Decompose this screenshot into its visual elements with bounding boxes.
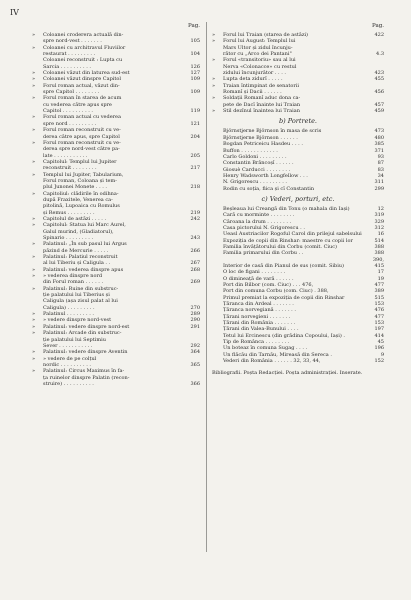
entry-page: 109 bbox=[190, 76, 200, 83]
entry-text: Țăranca norvegiană . . . . . . . bbox=[223, 307, 296, 314]
entry-text: Forul «transitoriu» sau al lui bbox=[223, 57, 296, 64]
entry-page: 217 bbox=[190, 165, 200, 172]
entry-bullet: » bbox=[32, 311, 36, 318]
entry-page: 414 bbox=[374, 332, 384, 339]
entry-text: ța ruinelor dinspre Palatin (recon- bbox=[43, 374, 130, 381]
entry-text: Forul lui August: Templul lui bbox=[223, 38, 296, 45]
entry-text: Palatinul: vederea dinspre apus bbox=[43, 266, 124, 273]
entry-bullet: » bbox=[32, 44, 36, 51]
entry-text: Un boteaz în comuna Sugag . . . . bbox=[223, 345, 308, 352]
entry-text: Vederi din România . . . . . . 32, 33, 44, bbox=[223, 358, 321, 365]
entry-page: 457 bbox=[374, 101, 384, 108]
entry-page: 455 bbox=[374, 76, 384, 83]
entry-page: 152 bbox=[374, 358, 384, 365]
entry-text: plul Junonei Monete . . . . bbox=[43, 184, 108, 191]
entry-page: 104 bbox=[190, 51, 200, 58]
column-divider bbox=[206, 22, 207, 552]
entry-bullet: » bbox=[32, 158, 36, 165]
entry-page: 204 bbox=[190, 133, 200, 140]
entry-text: derea către apus, spre Capitol bbox=[43, 133, 120, 140]
entry-page: 9 bbox=[380, 351, 384, 358]
entry-page: 34 bbox=[377, 172, 384, 179]
entry-page: 371 bbox=[374, 147, 384, 154]
entry-page: 388 bbox=[374, 243, 384, 250]
entry-text: Palatinul . . . . . . . . . bbox=[43, 311, 94, 318]
entry-text: Rodin cu soția, fiica și cî Constantin bbox=[223, 185, 315, 192]
entry-page: 19 bbox=[377, 275, 384, 282]
entry-page: 289 bbox=[190, 311, 200, 318]
entry-bullet: » bbox=[212, 32, 216, 38]
entry-page: 459 bbox=[374, 108, 384, 115]
entry-text: Țăranca din Ardeal . . . . . . . bbox=[223, 301, 294, 308]
entry-bullet: » bbox=[32, 273, 36, 280]
entry-page: 45 bbox=[377, 339, 384, 346]
entry-text: după Fraxitele, Venerea ca- bbox=[43, 196, 113, 203]
entry-page: 127 bbox=[190, 70, 200, 77]
entry-text: Traian întimpinat de senatorii bbox=[223, 82, 299, 89]
entry-text: rător cu „Arco dei Pantani" bbox=[223, 51, 292, 58]
entry-text: Coloanei reconstruit : Lupta cu bbox=[43, 57, 123, 64]
entry-bullet: » bbox=[32, 355, 36, 362]
entry-page: 121 bbox=[190, 120, 200, 127]
entry-text: din Forul roman . . . . . . bbox=[43, 279, 104, 286]
entry-bullet: » bbox=[32, 241, 36, 248]
entry-page: 312 bbox=[374, 224, 384, 231]
index-entry bbox=[32, 381, 200, 387]
left-column-header: Pag. bbox=[187, 23, 200, 29]
left-column bbox=[32, 23, 200, 387]
entry-text: Forul roman, Coloana și tem- bbox=[43, 177, 117, 184]
entry-page: 197 bbox=[374, 326, 384, 333]
entry-text: Țărani din România . . . . . . . bbox=[223, 320, 296, 327]
entry-page: 299 bbox=[374, 185, 384, 192]
entry-text: Port din Bilbor (com. Ciuc) . . . 476, bbox=[223, 282, 314, 289]
entry-page: 83 bbox=[377, 166, 384, 173]
index-entry bbox=[212, 257, 384, 270]
entry-bullet: » bbox=[32, 190, 36, 197]
entry-text: Tip de Românca . . . . . . . . bbox=[223, 339, 290, 346]
entry-bullet: » bbox=[32, 95, 36, 102]
entry-page: 292 bbox=[190, 342, 200, 349]
entry-text: Coloanei cu architravul Fluviilor bbox=[43, 44, 126, 51]
entry-text: Țărani norvegieni . . . . . . . bbox=[223, 313, 291, 320]
entry-bullet: » bbox=[212, 57, 216, 64]
entry-text: » vederea dinspre nord bbox=[43, 273, 103, 280]
entry-page: 196 bbox=[374, 345, 384, 352]
entry-text: ție palatului lui Septimiu bbox=[43, 336, 106, 343]
entry-page: 365 bbox=[190, 361, 200, 368]
entry-text: Forul roman reconstruit cu ve- bbox=[43, 127, 121, 134]
entry-page: 126 bbox=[190, 63, 200, 70]
entry-text: pete de Dacî înainte lui Traian bbox=[223, 101, 301, 108]
entry-text: Templul lui Jupiter, Tabularium, bbox=[43, 171, 124, 178]
entry-page: 242 bbox=[190, 215, 200, 222]
entry-page: 423 bbox=[374, 70, 384, 77]
entry-text: derea spre nord-vest către pa- bbox=[43, 146, 120, 153]
entry-page: 480 bbox=[374, 134, 384, 141]
entry-text: Mars Ultor și zidul încunju- bbox=[223, 44, 293, 51]
entry-text: Caligula (așa zisul palat al lui bbox=[43, 298, 118, 305]
entry-bullet: » bbox=[32, 76, 36, 83]
entry-text: zidului încunjurător . . . . bbox=[223, 70, 286, 77]
entry-page: 109 bbox=[190, 89, 200, 96]
entry-page: 105 bbox=[190, 38, 200, 45]
entry-bullet: » bbox=[32, 114, 36, 121]
entry-page: 477 bbox=[374, 282, 384, 289]
entry-text: Sarcia . . . . . . . . . . bbox=[43, 63, 91, 70]
entry-page: 319 bbox=[374, 212, 384, 219]
entry-text: Stil dezînul înaintea lui Traian bbox=[223, 108, 300, 115]
entry-text: pitolină, Lupoaica cu Romulus bbox=[43, 203, 120, 210]
entry-text: Beșleaua lui Creangă din Tonu (o mahala din Iași) bbox=[223, 205, 350, 212]
entry-page: 291 bbox=[190, 323, 200, 330]
section-heading-portraits: b) Portrete. bbox=[279, 117, 317, 126]
entry-page: 311 bbox=[374, 179, 384, 186]
entry-text: Forul roman reconstruit cu ve- bbox=[43, 139, 121, 146]
entry-page: 268 bbox=[190, 266, 200, 273]
entry-text: Primul premiat la expoziția de copii din Rinshar bbox=[223, 294, 345, 301]
entry-text: O dimineață de vară . . . . . . bbox=[223, 275, 294, 282]
entry-bullet: » bbox=[32, 32, 36, 38]
entry-page: 269 bbox=[190, 279, 200, 286]
entry-page: 93 bbox=[377, 153, 384, 160]
entry-page: 153 bbox=[374, 301, 384, 308]
entry-bullet: » bbox=[212, 108, 216, 115]
entry-text: Giosuè Carducci . . . . . . . . bbox=[223, 166, 291, 173]
entry-page: 17 bbox=[377, 269, 384, 276]
entry-page: 218 bbox=[190, 184, 200, 191]
entry-text: și Remus . . . . . . . . . bbox=[43, 209, 95, 216]
entry-text: Lupta deta zidurî . . . . . bbox=[223, 76, 283, 83]
entry-text: Capitol . . . . . . . . . . bbox=[43, 108, 94, 115]
entry-text: Țărani din Valea-Bunului . . . . bbox=[223, 326, 299, 333]
entry-page: 473 bbox=[374, 128, 384, 135]
entry-text: Capitolul: Templul lui Jupiter bbox=[43, 158, 117, 165]
entry-text: spre nord-vest . . . . . . . bbox=[43, 38, 102, 45]
entry-text: Capitolul de astăzi . . . . . bbox=[43, 215, 107, 222]
entry-bullet: » bbox=[32, 349, 36, 356]
entry-text: Forul roman actual, văzut din- bbox=[43, 82, 120, 89]
entry-text: Un flăcău din Tarnău, Mireasă din Sereca . bbox=[223, 351, 332, 358]
entry-text: Tetul lui Ercinescu (din grădina Copoului, Iași) . bbox=[223, 332, 345, 339]
entry-text: Coloanei văzut dinspre Capitol bbox=[43, 76, 122, 83]
entry-text: Carlo Goldoni . . . . . . . . . bbox=[223, 153, 287, 160]
entry-text: Soldații Romanî aduc dona ca- bbox=[223, 95, 301, 102]
entry-text: Capitoliul: clădirile în odihna- bbox=[43, 190, 119, 197]
entry-page: 456 bbox=[374, 89, 384, 96]
page-number: IV bbox=[10, 8, 19, 17]
entry-text: restaurat . . . . . . . . . bbox=[43, 51, 96, 58]
entry-text: ție palatului lui Tiberius și bbox=[43, 292, 110, 299]
right-column-header: Pag. bbox=[371, 23, 384, 29]
entry-bullet: » bbox=[32, 139, 36, 146]
view-entry-list bbox=[212, 206, 384, 365]
entry-bullet: » bbox=[32, 70, 36, 77]
entry-page: 390, 415 bbox=[372, 256, 384, 269]
entry-bullet: » bbox=[212, 82, 216, 89]
entry-bullet: » bbox=[32, 285, 36, 292]
entry-text: Caligula) . . . . . . . . . bbox=[43, 304, 95, 311]
entry-text: Forul lui Traian (starea de astăzi) bbox=[223, 32, 309, 38]
entry-bullet: » bbox=[32, 127, 36, 134]
entry-text: Galul murind, (Gladiatorul), bbox=[43, 228, 114, 235]
entry-text: cu vederea către apus spre bbox=[43, 101, 112, 108]
entry-text: Spinario . . . . . . . . . bbox=[43, 235, 94, 241]
entry-page: 366 bbox=[190, 380, 200, 387]
entry-page: 389 bbox=[374, 288, 384, 295]
index-entry bbox=[212, 250, 384, 256]
entry-text: N. Grigorescu . . . . . . . . . bbox=[223, 179, 287, 186]
entry-text: » vedere de pe colțul bbox=[43, 355, 97, 362]
entry-text: Palatinul: „În sub pasul lui Argus bbox=[43, 241, 127, 248]
entry-text: spre Capitol . . . . . . . . bbox=[43, 89, 100, 96]
entry-text: Palatinul: Arcade din substruc- bbox=[43, 330, 122, 337]
entry-text: Capitolul: Statua lui Marc Aurel, bbox=[43, 222, 126, 229]
entry-text: Palatinul: Palatiul reconstruit bbox=[43, 254, 118, 261]
entry-text: struire) . . . . . . . . . . bbox=[43, 380, 94, 387]
entry-page: 477 bbox=[374, 313, 384, 320]
entry-text: Familia primarului din Corbu . . bbox=[223, 250, 304, 257]
entry-text: Palatinul: vedere dinspre Aventin bbox=[43, 349, 128, 356]
entry-text: Expoziția de copii din Rinshar: maestre cu copii lor bbox=[223, 237, 353, 244]
entry-page: 270 bbox=[190, 304, 200, 311]
entry-bullet: » bbox=[212, 76, 216, 83]
entry-page: 87 bbox=[377, 160, 384, 167]
entry-bullet: » bbox=[32, 317, 36, 324]
entry-bullet: » bbox=[32, 215, 36, 222]
index-entry bbox=[212, 108, 384, 114]
entry-bullet: » bbox=[32, 222, 36, 229]
entry-bullet: » bbox=[32, 254, 36, 261]
entry-page: 385 bbox=[374, 141, 384, 148]
entry-text: Buffon . . . . . . . . . . . . bbox=[223, 147, 278, 154]
entry-page: 514 bbox=[374, 237, 384, 244]
right-column bbox=[212, 23, 384, 377]
entry-bullet: » bbox=[32, 368, 36, 375]
entry-text: Familia învățătorului din Corbu (comit. Ciuc) bbox=[223, 243, 338, 250]
entry-page: 243 bbox=[190, 235, 200, 241]
entry-text: Coloanei văzut din laturea sud-est bbox=[43, 70, 130, 77]
entry-text: păzind de Mercurie . . . . . bbox=[43, 247, 109, 254]
index-entry bbox=[212, 186, 384, 192]
entry-bullet: » bbox=[212, 95, 216, 102]
entry-text: » vedere dinspre nord-vest bbox=[43, 317, 112, 324]
entry-text: Romanî și Dacii . . . . . . bbox=[223, 89, 282, 96]
entry-page: 364 bbox=[190, 349, 200, 356]
left-entry-list bbox=[32, 32, 200, 387]
section-heading-views: c) Vederi, porturi, etc. bbox=[261, 194, 335, 203]
entry-text: Bogdan Petriceicu Hasdeu . . . . bbox=[223, 141, 303, 148]
entry-text: Sever . . . . . . . . . . . bbox=[43, 342, 93, 349]
entry-page: 290 bbox=[190, 317, 200, 324]
entry-text: reconstruit . . . . . . . . bbox=[43, 165, 97, 172]
entry-text: Ueasl Austriacilor Rogoful Carol din prilejul sabelsului bbox=[223, 231, 362, 238]
entry-page: 16 bbox=[377, 231, 384, 238]
entry-page: 119 bbox=[190, 108, 200, 115]
entry-text: Interior de casă din Pianul de sus (comit. Sibiu) bbox=[223, 263, 344, 269]
entry-text: Palatinul: vedere dinspre nord-est bbox=[43, 323, 130, 330]
entry-bullet: » bbox=[212, 38, 216, 45]
entry-page: 267 bbox=[190, 260, 200, 267]
entry-bullet: » bbox=[32, 171, 36, 178]
entry-bullet: » bbox=[32, 266, 36, 273]
entry-text: nordic . . . . . . . . . . bbox=[43, 361, 92, 368]
entry-text: spre nord . . . . . . . . . bbox=[43, 120, 97, 127]
entry-page: 476 bbox=[374, 307, 384, 314]
entry-text: late . . . . . . . . . . . bbox=[43, 152, 88, 159]
entry-bullet: » bbox=[32, 82, 36, 89]
entry-text: Casa pictorului N. Grigorescu . . bbox=[223, 224, 305, 231]
footer-note: Bibliografii. Poșta Redacției. Poșta administrației. Inserate. bbox=[212, 369, 363, 376]
entry-text: Björnstjerne Björnson . . . . . . bbox=[223, 134, 298, 141]
entry-text: Palatinul: Circus Maximus în fa- bbox=[43, 368, 125, 375]
portrait-entry-list bbox=[212, 128, 384, 191]
entry-text: O loc de figani . . . . . . . . bbox=[223, 269, 286, 276]
entry-page: 422 bbox=[374, 32, 384, 38]
entry-text: Căroana la drum . . . . . . . . bbox=[223, 218, 292, 225]
entry-page: 12 bbox=[377, 205, 384, 212]
entry-bullet: » bbox=[32, 330, 36, 337]
entry-bullet: » bbox=[32, 323, 36, 330]
entry-page: 329 bbox=[374, 218, 384, 225]
entry-text: Constantin Brâncoșî . . . . . . bbox=[223, 160, 294, 167]
entry-page: 515 bbox=[374, 294, 384, 301]
entry-page: 205 bbox=[190, 152, 200, 159]
index-entry bbox=[212, 358, 384, 364]
entry-page: 219 bbox=[190, 209, 200, 216]
entry-text: Port din comuna Corbu (com. Ciuc) . 388, bbox=[223, 288, 329, 295]
entry-page: 153 bbox=[374, 320, 384, 327]
entry-text: Palatinul: Ruine din substruc- bbox=[43, 285, 119, 292]
entry-text: Björnstjerne Björnson în masa de scris bbox=[223, 128, 322, 135]
entry-text: Forul roman în starea de acum bbox=[43, 95, 122, 102]
entry-text: Henry Wadsworth Longfellow . . . bbox=[223, 172, 308, 179]
entry-text: al lui Tiberiu și Caligula . . bbox=[43, 260, 111, 267]
entry-page: 266 bbox=[190, 247, 200, 254]
entry-text: Nerva «Colonacce» cu restul bbox=[223, 63, 297, 70]
entry-page: 388 bbox=[374, 250, 384, 257]
entry-text: Forul roman actual cu vederea bbox=[43, 114, 122, 121]
entry-page: 4.3 bbox=[376, 51, 384, 58]
entry-text: Cară cu morminte . . . . . . . . bbox=[223, 212, 295, 219]
right-top-entry-list bbox=[212, 32, 384, 114]
entry-text: Coloanei croderera actuală din- bbox=[43, 32, 124, 38]
